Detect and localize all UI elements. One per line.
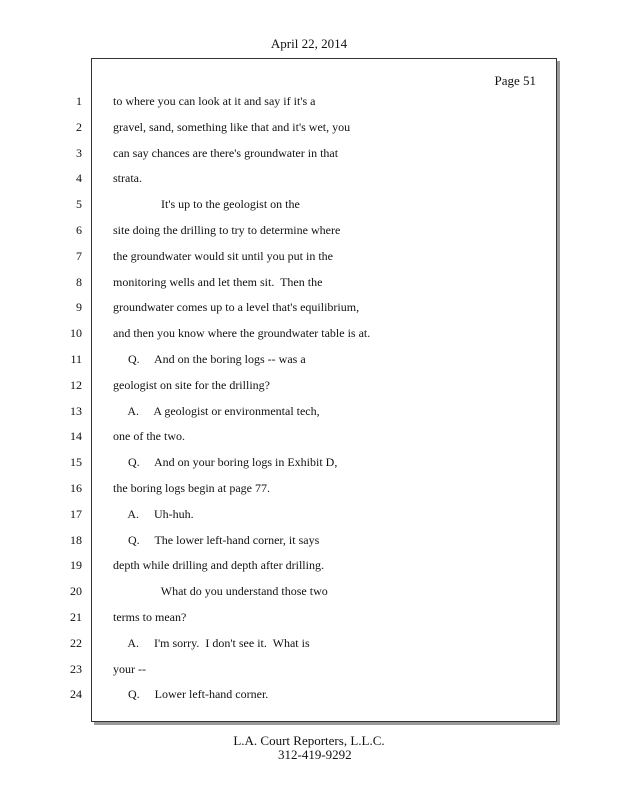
transcript-line: A. Uh-huh. (113, 507, 194, 521)
transcript-line: your -- (113, 662, 146, 676)
line-number: 1 (76, 94, 82, 108)
transcript-line: Q. Lower left-hand corner. (113, 687, 269, 701)
line-number: 20 (70, 584, 82, 598)
transcript-line: A. A geologist or environmental tech, (113, 404, 320, 418)
transcript-line: strata. (113, 171, 142, 185)
line-number: 7 (76, 249, 82, 263)
line-number: 6 (76, 223, 82, 237)
transcript-line: Q. The lower left-hand corner, it says (113, 533, 320, 547)
line-number: 21 (70, 610, 82, 624)
transcript-line: one of the two. (113, 429, 185, 443)
line-number: 4 (76, 171, 82, 185)
transcript-line: It's up to the geologist on the (113, 197, 300, 211)
line-number: 23 (70, 662, 82, 676)
transcript-line: geologist on site for the drilling? (113, 378, 270, 392)
line-number: 8 (76, 275, 82, 289)
header-date: April 22, 2014 (270, 36, 348, 51)
line-number: 14 (70, 429, 82, 443)
transcript-line: terms to mean? (113, 610, 187, 624)
transcript-line: monitoring wells and let them sit. Then the (113, 275, 323, 289)
line-number: 18 (70, 533, 82, 547)
transcript-line: the boring logs begin at page 77. (113, 481, 270, 495)
line-number: 15 (70, 455, 82, 469)
line-number: 3 (76, 146, 82, 160)
transcript-line: What do you understand those two (113, 584, 328, 598)
transcript-line: to where you can look at it and say if it's a (113, 94, 316, 108)
transcript-line: Q. And on the boring logs -- was a (113, 352, 306, 366)
footer-phone: 312-419-9292 (278, 747, 352, 762)
transcript-line: site doing the drilling to try to determine where (113, 223, 341, 237)
page-number: Page 51 (494, 73, 536, 88)
footer-company: L.A. Court Reporters, L.L.C. (233, 733, 385, 748)
line-number: 19 (70, 558, 82, 572)
line-number: 12 (70, 378, 82, 392)
transcript-line: the groundwater would sit until you put in the (113, 249, 333, 263)
line-number: 11 (70, 352, 82, 366)
line-number: 13 (70, 404, 82, 418)
line-number: 5 (76, 197, 82, 211)
transcript-line: groundwater comes up to a level that's equilibrium, (113, 300, 360, 314)
transcript-line: depth while drilling and depth after drilling. (113, 558, 324, 572)
transcript-line: and then you know where the groundwater table is at. (113, 326, 371, 340)
transcript-line: Q. And on your boring logs in Exhibit D, (113, 455, 338, 469)
line-number: 10 (70, 326, 82, 340)
line-number: 22 (70, 636, 82, 650)
line-number: 9 (76, 300, 82, 314)
transcript-line: can say chances are there's groundwater in that (113, 146, 339, 160)
line-number: 16 (70, 481, 82, 495)
line-number: 17 (70, 507, 82, 521)
line-number: 24 (70, 687, 82, 701)
line-number: 2 (76, 120, 82, 134)
transcript-line: A. I'm sorry. I don't see it. What is (113, 636, 310, 650)
transcript-line: gravel, sand, something like that and it's wet, you (113, 120, 351, 134)
